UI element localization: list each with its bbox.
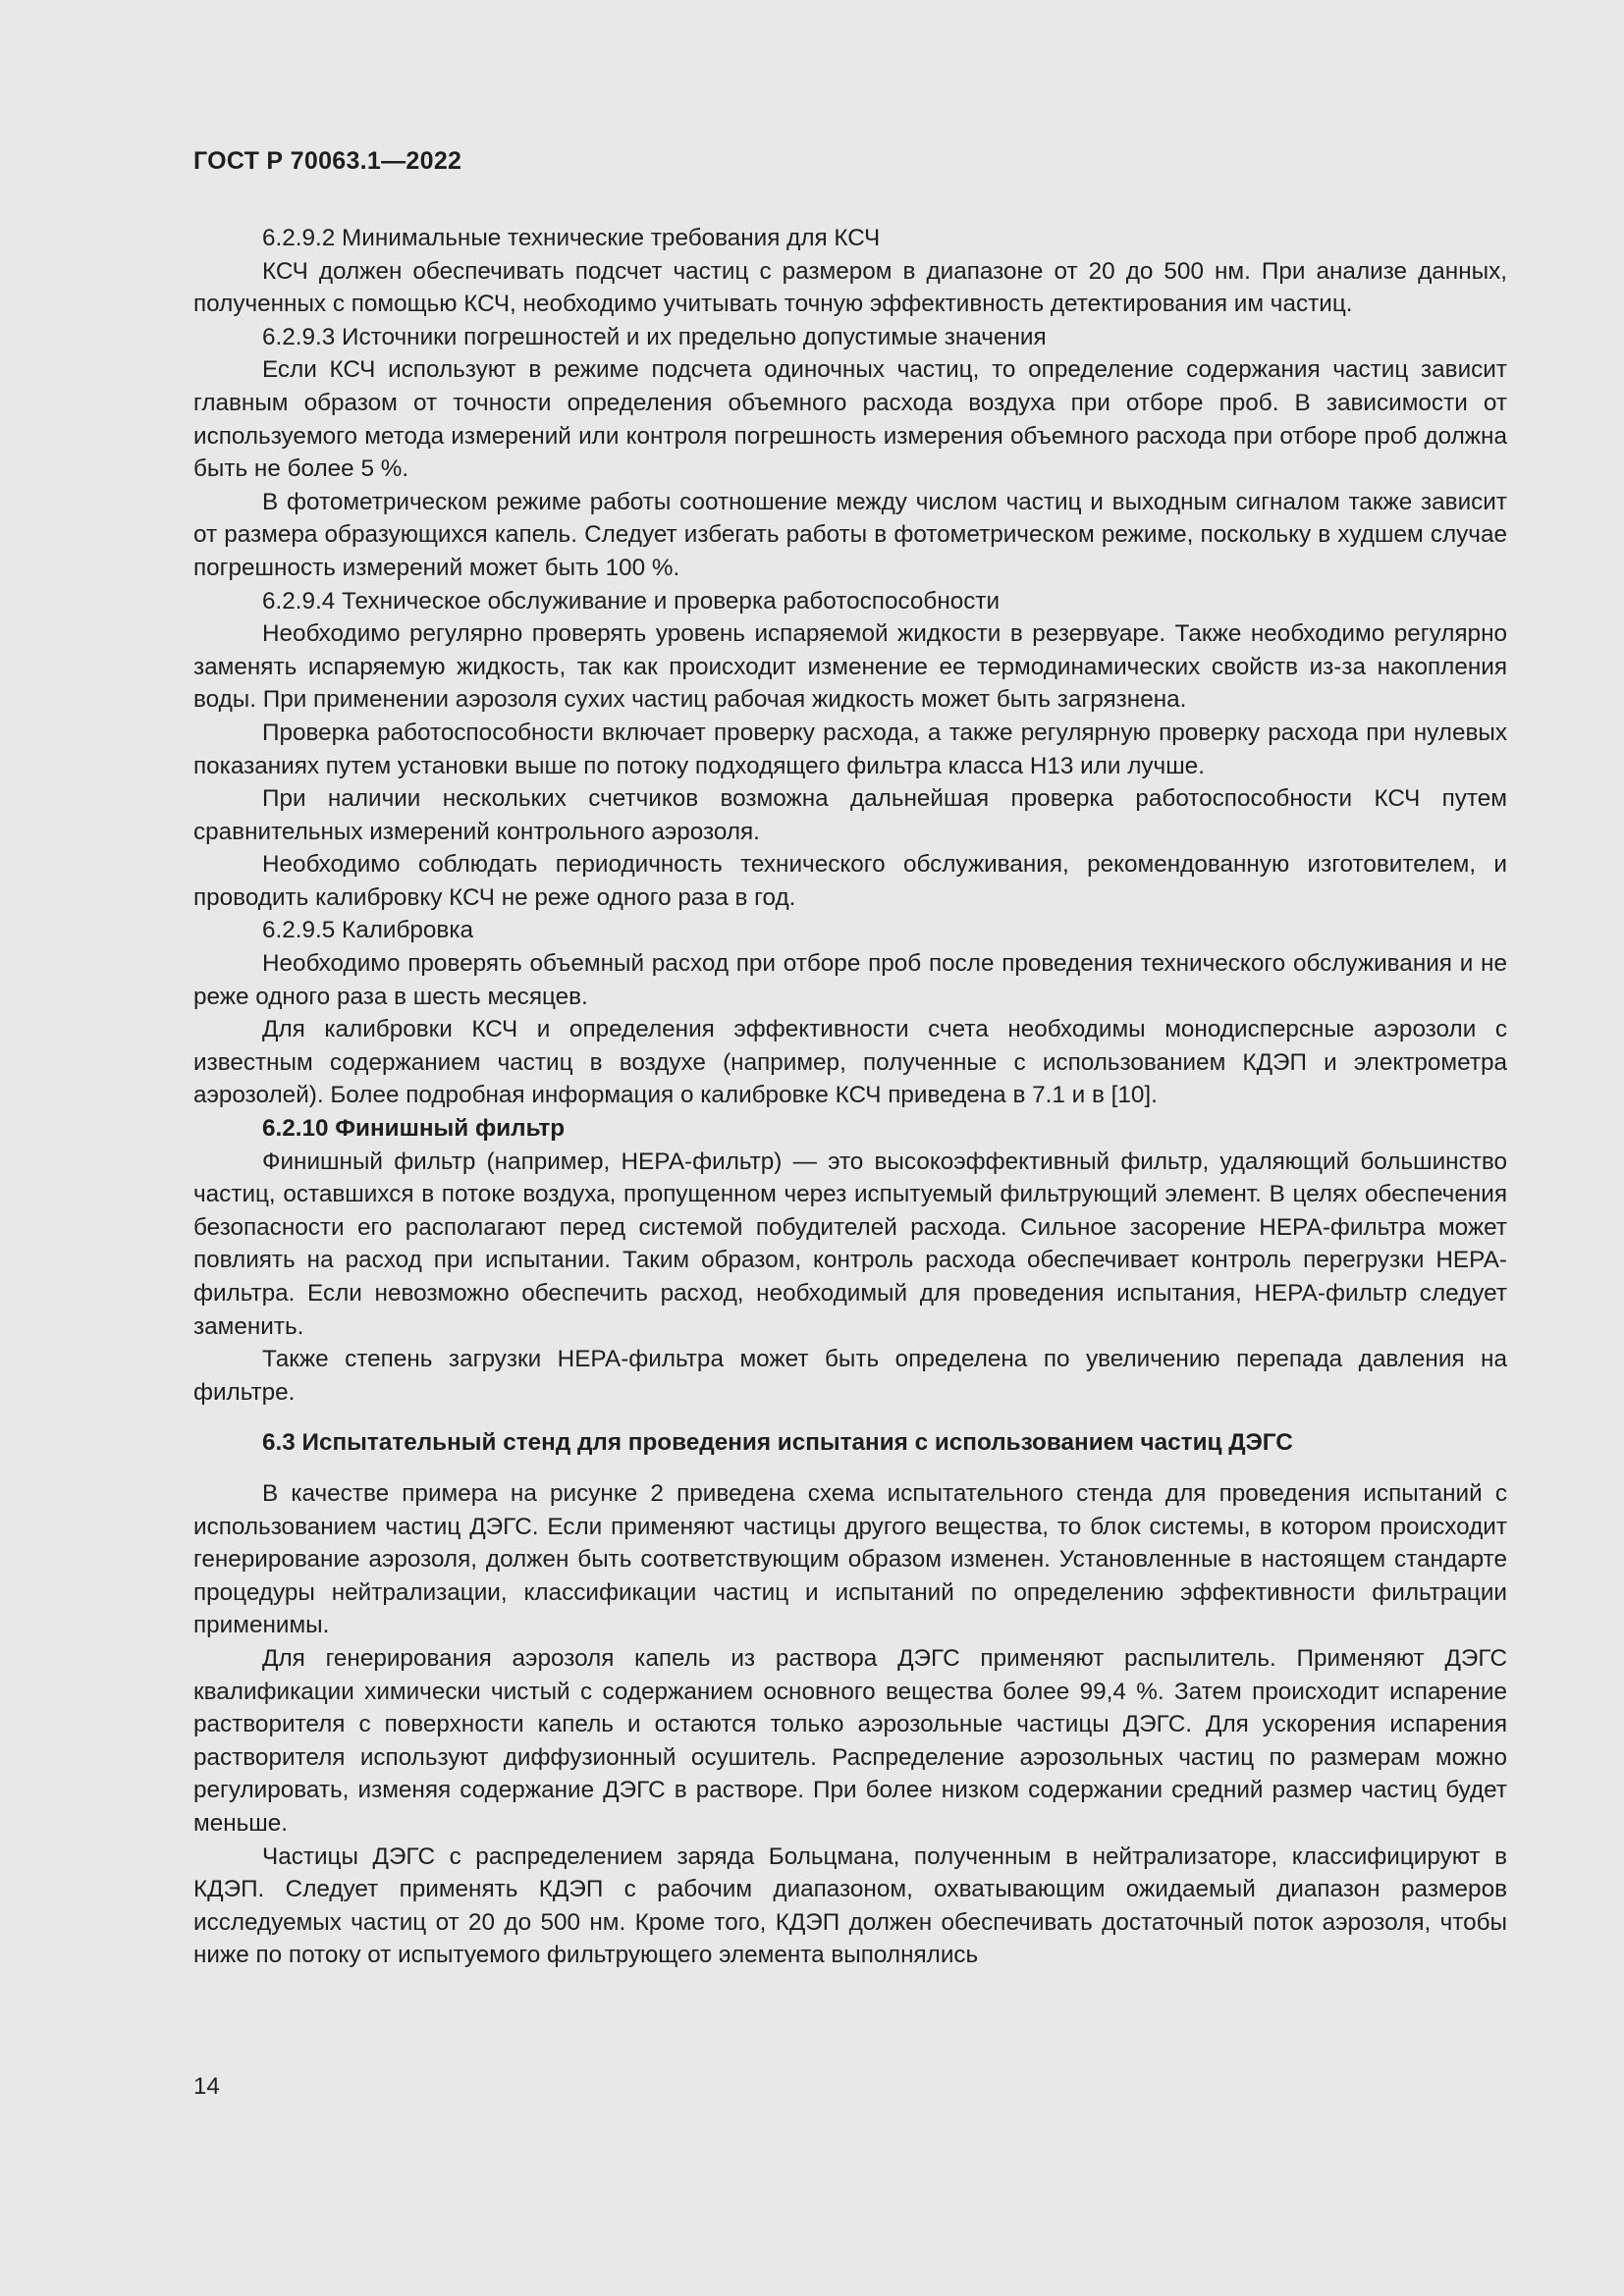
subsection-heading: 6.2.9.2 Минимальные технические требования для КСЧ [262, 225, 881, 251]
subsection-heading: 6.2.9.3 Источники погрешностей и их предельно допустимые значения [262, 323, 1047, 350]
paragraph: Для генерирования аэрозоля капель из раствора ДЭГС применяют распылитель. Применяют ДЭГС квалификации химически чистый с содержанием основного вещества более 99,4 %. Затем происходит испарение растворителя с поверхности капель и остаются только аэрозольные частицы ДЭГС. Для ускорения испарения растворителя используют диффузионный осушитель. Распределение аэрозольных частиц по размерам можно регулировать, изменяя содержание ДЭГС в растворе. При более низком содержании средний размер частиц будет меньше. [193, 1644, 1507, 1837]
section-heading: 6.3 Испытательный стенд для проведения испытания с использованием частиц ДЭГС [262, 1429, 1293, 1457]
subsection-heading: 6.2.9.5 Калибровка [262, 917, 473, 944]
paragraph: Частицы ДЭГС с распределением заряда Больцмана, полученным в нейтрализаторе, классифицируют в КДЭП. Следует применять КДЭП с рабочим диапазоном, охватывающим ожидаемый диапазон размеров исследуемых частиц от 20 до 500 нм. Кроме того, КДЭП должен обеспечивать достаточный поток аэрозоля, чтобы ниже по потоку от испытуемого фильтрующего элемента выполнялись [193, 1842, 1507, 1969]
section-heading-bold: 6.2.10 Финишный фильтр [262, 1115, 566, 1143]
document-header: ГОСТ Р 70063.1—2022 [193, 147, 462, 175]
paragraph: Проверка работоспособности включает проверку расхода, а также регулярную проверку расхода при нулевых показаниях путем установки выше по потоку подходящего фильтра класса H13 или лучше. [193, 719, 1507, 779]
document-body [193, 222, 1507, 1972]
paragraph: В качестве примера на рисунке 2 приведена схема испытательного стенда для проведения испытаний с использованием частиц ДЭГС. Если применяют частицы другого вещества, то блок системы, в котором происходит генерирование аэрозоля, должен быть соответствующим образом изменен. Установленные в настоящем стандарте процедуры нейтрализации, классификации частиц и испытаний по определению эффективности фильтрации применимы. [193, 1479, 1507, 1639]
paragraph: Финишный фильтр (например, НЕРА-фильтр) — это высокоэффективный фильтр, удаляющий большинство частиц, оставшихся в потоке воздуха, пропущенном через испытуемый фильтрующий элемент. В целях обеспечения безопасности его располагают перед системой побудителей расхода. Сильное засорение НЕРА-фильтра может повлиять на расход при испытании. Таким образом, контроль расхода обеспечивает контроль перегрузки НЕРА-фильтра. Если невозможно обеспечить расход, необходимый для проведения испытания, НЕРА-фильтр следует заменить. [193, 1148, 1507, 1340]
paragraph: Необходимо соблюдать периодичность технического обслуживания, рекомендованную изготовителем, и проводить калибровку КСЧ не реже одного раза в год. [193, 851, 1507, 911]
paragraph: Необходимо проверять объемный расход при отборе проб после проведения технического обслуживания и не реже одного раза в шесть месяцев. [193, 950, 1507, 1010]
paragraph: Необходимо регулярно проверять уровень испаряемой жидкости в резервуаре. Также необходимо регулярно заменять испаряемую жидкость, так как происходит изменение ее термодинамических свойств из-за накопления воды. При применении аэрозоля сухих частиц рабочая жидкость может быть загрязнена. [193, 620, 1507, 714]
paragraph: КСЧ должен обеспечивать подсчет частиц с размером в диапазоне от 20 до 500 нм. При анализе данных, полученных с помощью КСЧ, необходимо учитывать точную эффективность детектирования им частиц. [193, 257, 1507, 318]
paragraph: При наличии нескольких счетчиков возможна дальнейшая проверка работоспособности КСЧ путем сравнительных измерений контрольного аэрозоля. [193, 785, 1507, 845]
paragraph: Если КСЧ используют в режиме подсчета одиночных частиц, то определение содержания частиц зависит главным образом от точности определения объемного расхода воздуха при отборе проб. В зависимости от используемого метода измерений или контроля погрешность измерения объемного расхода при отборе проб должна быть не более 5 %. [193, 356, 1507, 483]
page-number: 14 [193, 2073, 220, 2100]
paragraph: Также степень загрузки НЕРА-фильтра может быть определена по увеличению перепада давления на фильтре. [193, 1346, 1507, 1406]
paragraph: В фотометрическом режиме работы соотношение между числом частиц и выходным сигналом также зависит от размера образующихся капель. Следует избегать работы в фотометрическом режиме, поскольку в худшем случае погрешность измерений может быть 100 %. [193, 488, 1507, 581]
paragraph: Для калибровки КСЧ и определения эффективности счета необходимы монодисперсные аэрозоли с известным содержанием частиц в воздухе (например, полученные с использованием КДЭП и электрометра аэрозолей). Более подробная информация о калибровке КСЧ приведена в 7.1 и в [10]. [193, 1016, 1507, 1109]
subsection-heading: 6.2.9.4 Техническое обслуживание и проверка работоспособности [262, 587, 1001, 614]
